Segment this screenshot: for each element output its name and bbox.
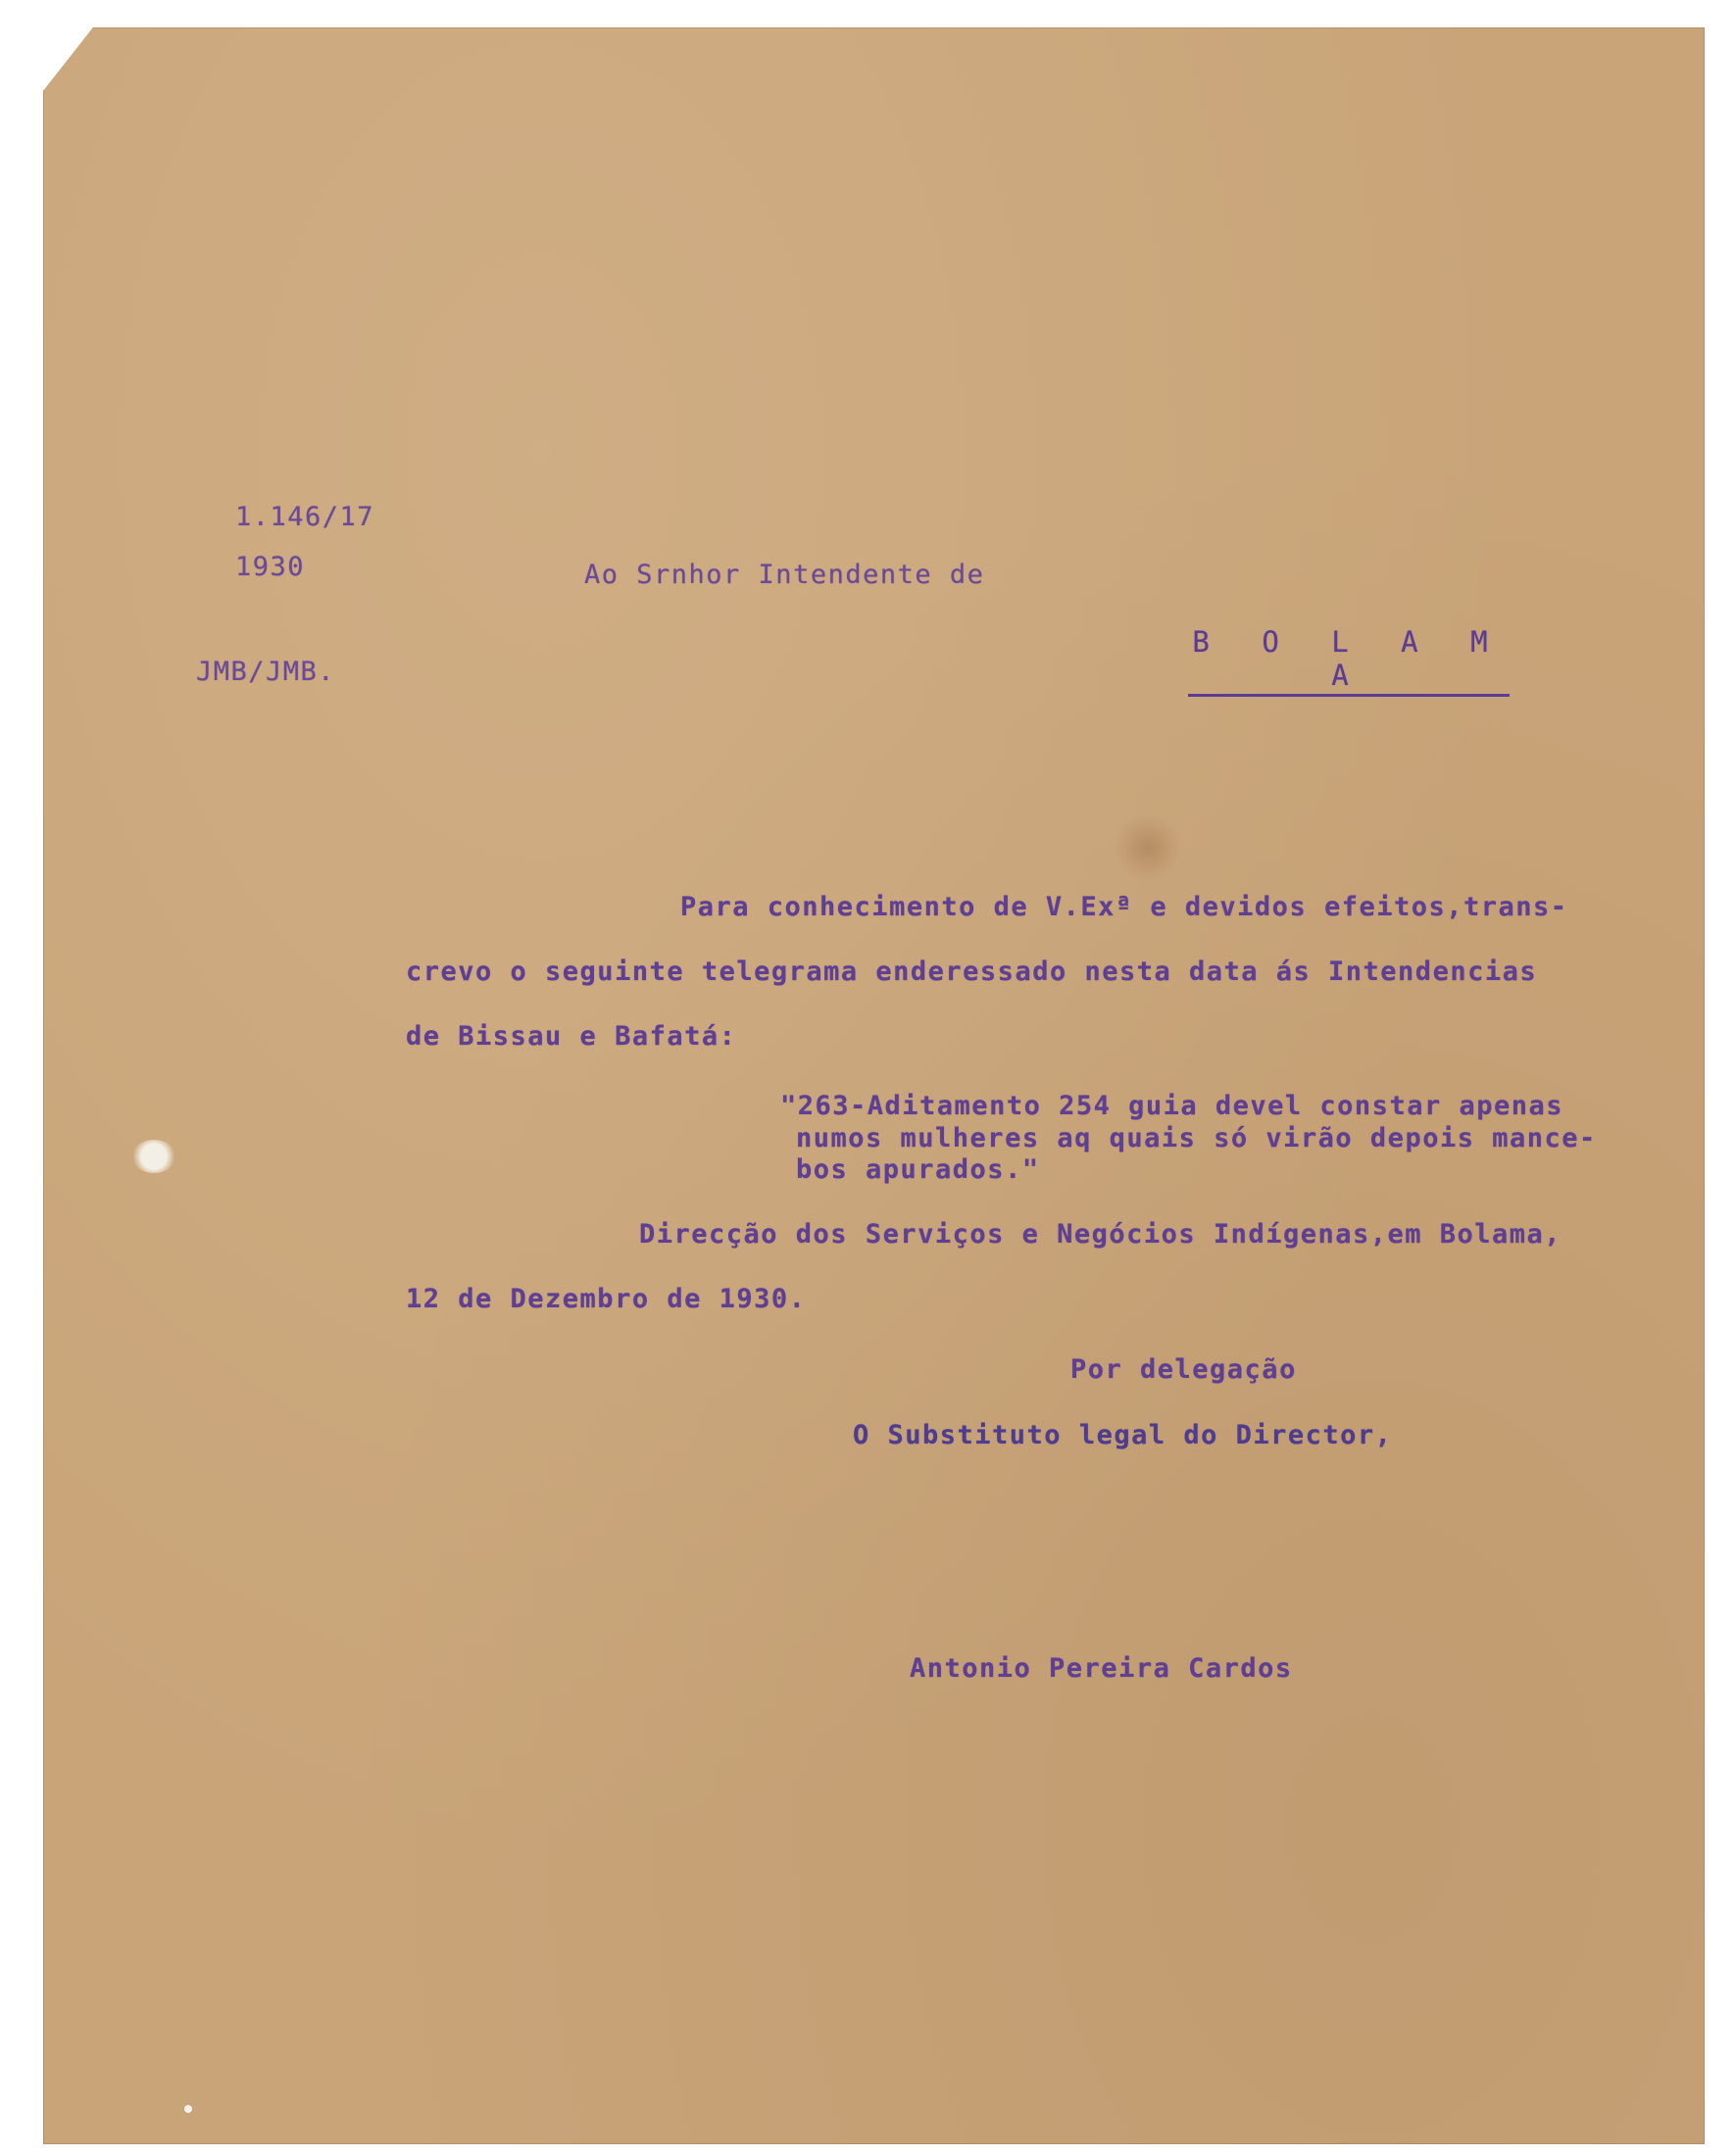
destination-heading: B O L A M A: [1188, 625, 1510, 697]
paper-spot: [184, 2105, 192, 2113]
reference-number: 1.146/17: [235, 502, 375, 532]
body-line-3: de Bissau e Bafatá:: [406, 1021, 737, 1052]
delegation-line: Por delegação: [1070, 1354, 1297, 1385]
typist-initials: JMB/JMB.: [196, 657, 336, 687]
signatory-title: O Substituto legal do Director,: [853, 1420, 1393, 1450]
telegram-line-2: numos mulheres aq quais só virão depois mance-: [796, 1123, 1597, 1153]
telegram-line-3: bos apurados.": [796, 1154, 1040, 1185]
body-line-1: Para conhecimento de V.Exª e devidos efeitos,trans-: [680, 892, 1568, 922]
punch-hole: [131, 1140, 176, 1173]
stain-mark: [1114, 813, 1182, 882]
telegram-line-1: "263-Aditamento 254 guia devel constar apenas: [780, 1091, 1563, 1121]
salutation: Ao Srnhor Intendente de: [584, 560, 985, 590]
body-line-2: crevo o seguinte telegrama enderessado nesta data ás Intendencias: [406, 956, 1538, 987]
place-line: Direcção dos Serviços e Negócios Indígenas,em Bolama,: [639, 1219, 1562, 1250]
reference-year: 1930: [235, 552, 306, 582]
date-line: 12 de Dezembro de 1930.: [406, 1284, 807, 1314]
document-page: [43, 27, 1705, 2144]
signatory-name: Antonio Pereira Cardos: [910, 1653, 1293, 1684]
